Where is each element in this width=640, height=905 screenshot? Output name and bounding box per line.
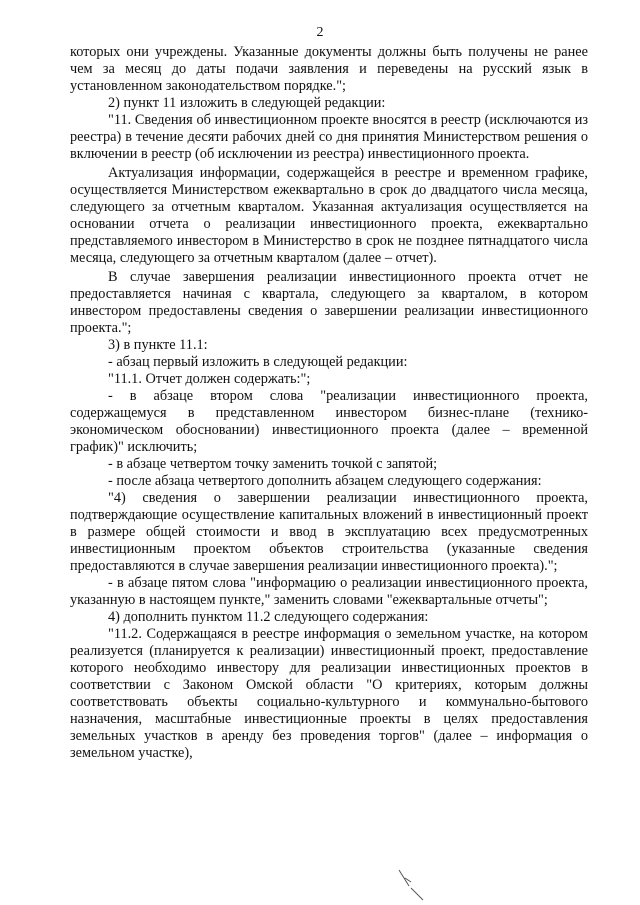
paragraph: - в абзаце втором слова "реализации инвестиционного проекта, содержащемуся в представленном инвестором бизнес-плане (технико-экономическом обосновании) инвестиционного проекта (далее – временной график)" исключить; xyxy=(70,388,588,455)
paragraph: - после абзаца четвертого дополнить абзацем следующего содержания: xyxy=(108,473,542,489)
paragraph: которых они учреждены. Указанные документы должны быть получены не ранее чем за месяц до даты подачи заявления и переведены на русский язык в установленном законодательством порядке."; xyxy=(70,44,588,94)
paragraph: 4) дополнить пунктом 11.2 следующего содержания: xyxy=(108,609,429,625)
paragraph: "11.1. Отчет должен содержать:"; xyxy=(108,371,311,387)
paragraph: "11.2. Содержащаяся в реестре информация о земельном участке, на котором реализуется (планируется к реализации) инвестиционный проект, предоставление которого необходимо инвестору для реализации инвестиционных проектов в соответствии с Законом Омской области "О критериях, которым должны соответствовать объекты социально-культурного и коммунально-бытового назначения, масштабные инвестиционные проекты в целях предоставления земельных участков в аренду без проведения торгов" (далее – информация о земельном участке), xyxy=(70,626,588,761)
pen-mark-icon xyxy=(397,868,427,902)
paragraph: "4) сведения о завершении реализации инвестиционного проекта, подтверждающие осуществление капитальных вложений в инвестиционный проект в размере общей стоимости и ввод в эксплуатацию всех предусмотренных инвестиционным проектом объектов строительства (указанные сведения предоставляются в случае завершения реализации инвестиционного проекта)."; xyxy=(70,490,588,574)
document-body xyxy=(70,44,588,762)
paragraph: 3) в пункте 11.1: xyxy=(108,337,208,353)
paragraph: В случае завершения реализации инвестиционного проекта отчет не предоставляется начиная с квартала, следующего за кварталом, в котором инвестором предоставлены сведения о завершении реализации инвестиционного проекта."; xyxy=(70,269,588,336)
paragraph: "11. Сведения об инвестиционном проекте вносятся в реестр (исключаются из реестра) в течение десяти рабочих дней со дня принятия Министерством решения о включении в реестр (об исключении из реестра) инвестиционного проекта. xyxy=(70,112,588,162)
paragraph: Актуализация информации, содержащейся в реестре и временном графике, осуществляется Министерством ежеквартально в срок до двадцатого числа месяца, следующего за отчетным кварталом. Указанная актуализация осуществляется на основании отчета о реализации инвестиционного проекта, ежеквартально представляемого инвестором в Министерство в срок не позднее пятнадцатого числа месяца, следующего за отчетным кварталом (далее – отчет). xyxy=(70,165,588,266)
paragraph: 2) пункт 11 изложить в следующей редакции: xyxy=(108,95,386,111)
paragraph: - в абзаце четвертом точку заменить точкой с запятой; xyxy=(108,456,438,472)
paragraph: - в абзаце пятом слова "информацию о реализации инвестиционного проекта, указанную в настоящем пункте," заменить словами "ежеквартальные отчеты"; xyxy=(70,575,588,608)
page-number: 2 xyxy=(316,25,324,40)
paragraph: - абзац первый изложить в следующей редакции: xyxy=(108,354,408,370)
